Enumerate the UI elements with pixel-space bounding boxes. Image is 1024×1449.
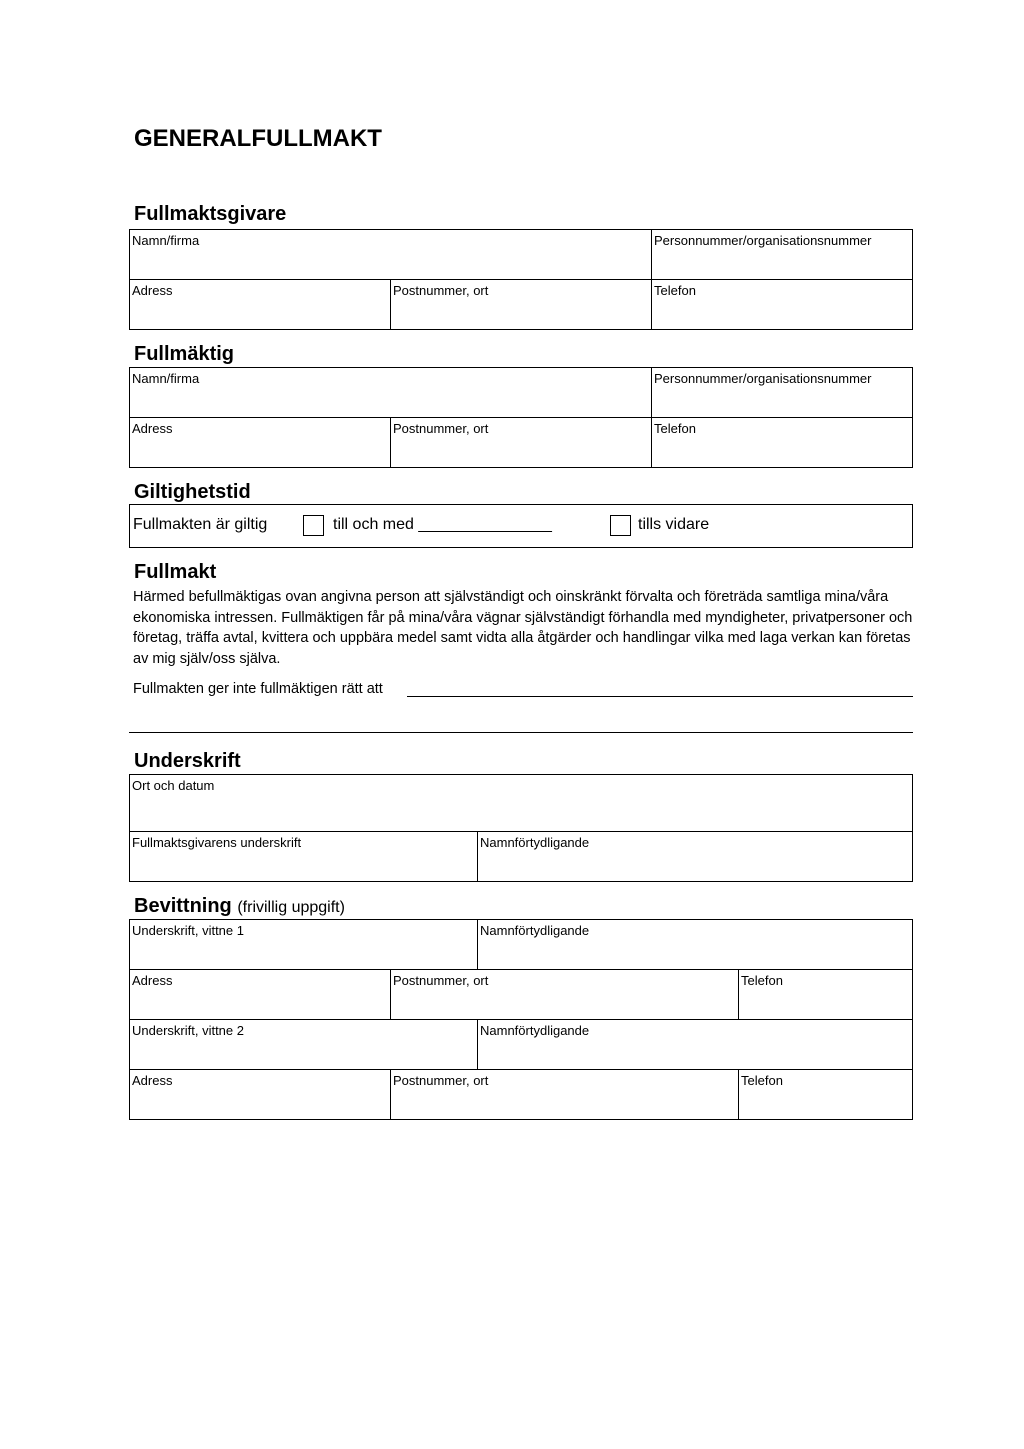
witness1-name-field[interactable] (477, 919, 912, 969)
field-label: Telefon (654, 283, 696, 298)
bevittning-title: Bevittning (134, 895, 232, 917)
fullmaktig-phone-field[interactable] (651, 417, 912, 467)
fullmaktig-id-field[interactable] (651, 367, 912, 417)
fullmaktsgivare-id-field[interactable] (651, 229, 912, 279)
witness2-phone-field[interactable] (738, 1069, 912, 1119)
field-label: Namnförtydligande (480, 835, 590, 850)
bevittning-table (129, 919, 913, 1120)
until-date-checkbox[interactable] (303, 515, 324, 536)
field-label: Fullmaktsgivarens underskrift (132, 835, 302, 850)
witness2-signature-field[interactable] (129, 1019, 477, 1069)
limitation-label: Fullmakten ger inte fullmäktigen rätt att (133, 681, 383, 697)
fullmaktsgivare-table (129, 229, 913, 330)
field-label: Underskrift, vittne 1 (132, 923, 244, 938)
field-label: Personnummer/organisationsnummer (654, 371, 872, 386)
field-label: Telefon (741, 973, 783, 988)
witness2-address-field[interactable] (129, 1069, 390, 1119)
field-label: Telefon (741, 1073, 783, 1088)
field-label: Underskrift, vittne 2 (132, 1023, 244, 1038)
limitation-input-line-2[interactable] (129, 732, 913, 733)
field-label: Personnummer/organisationsnummer (654, 233, 872, 248)
validity-intro: Fullmakten är giltig (133, 516, 268, 533)
limitation-input-line[interactable] (407, 696, 913, 697)
witness1-address-field[interactable] (129, 969, 390, 1019)
page-title: GENERALFULLMAKT (134, 125, 382, 152)
field-label: Postnummer, ort (393, 421, 489, 436)
field-label: Namn/firma (132, 233, 200, 248)
fullmaktig-address-field[interactable] (129, 417, 390, 467)
name-clarification-field[interactable] (477, 831, 912, 881)
field-label: Adress (132, 973, 173, 988)
section-heading-giltighetstid: Giltighetstid (134, 481, 251, 503)
bevittning-subtitle: (frivillig uppgift) (237, 899, 345, 916)
underskrift-table (129, 774, 913, 882)
witness2-name-field[interactable] (477, 1019, 912, 1069)
witness2-postal-field[interactable] (390, 1069, 738, 1119)
field-label: Adress (132, 283, 173, 298)
fullmaktig-postal-field[interactable] (390, 417, 651, 467)
field-label: Postnummer, ort (393, 973, 489, 988)
section-heading-bevittning (134, 895, 345, 919)
fullmaktig-name-field[interactable] (129, 367, 651, 417)
section-heading-underskrift: Underskrift (134, 750, 241, 772)
field-label: Adress (132, 421, 173, 436)
field-label: Telefon (654, 421, 696, 436)
field-label: Namnförtydligande (480, 1023, 590, 1038)
witness1-phone-field[interactable] (738, 969, 912, 1019)
field-label: Namnförtydligande (480, 923, 590, 938)
signature-field[interactable] (129, 831, 477, 881)
fullmaktsgivare-name-field[interactable] (129, 229, 651, 279)
field-label: Adress (132, 1073, 173, 1088)
field-label: Postnummer, ort (393, 283, 489, 298)
fullmakt-text: Härmed befullmäktigas ovan angivna person att självständigt och oinskränkt förvalta och företräda samtliga mina/våra ekonomiska intressen. Fullmäktigen får på mina/våra vägnar självständigt förhandla med myndigheter, privatpersoner och företag, träffa avtal, kvittera och uppbära medel samt vidta alla åtgärder och handlingar vilka med laga verkan kan företas av mig själv/oss själva. (133, 589, 913, 667)
field-label: Ort och datum (132, 778, 215, 793)
validity-box (129, 504, 913, 548)
field-label: Namn/firma (132, 371, 200, 386)
field-label: Postnummer, ort (393, 1073, 489, 1088)
fullmaktig-table (129, 367, 913, 468)
section-heading-fullmaktsgivare: Fullmaktsgivare (134, 203, 287, 225)
indefinite-checkbox[interactable] (610, 515, 631, 536)
fullmaktsgivare-phone-field[interactable] (651, 279, 912, 329)
witness1-signature-field[interactable] (129, 919, 477, 969)
fullmaktsgivare-address-field[interactable] (129, 279, 390, 329)
witness1-postal-field[interactable] (390, 969, 738, 1019)
until-date-label: till och med _______________ (333, 516, 552, 533)
section-heading-fullmakt: Fullmakt (134, 561, 217, 583)
fullmaktsgivare-postal-field[interactable] (390, 279, 651, 329)
section-heading-fullmaktig: Fullmäktig (134, 343, 235, 365)
indefinite-label: tills vidare (638, 516, 710, 533)
place-date-field[interactable] (129, 774, 912, 831)
